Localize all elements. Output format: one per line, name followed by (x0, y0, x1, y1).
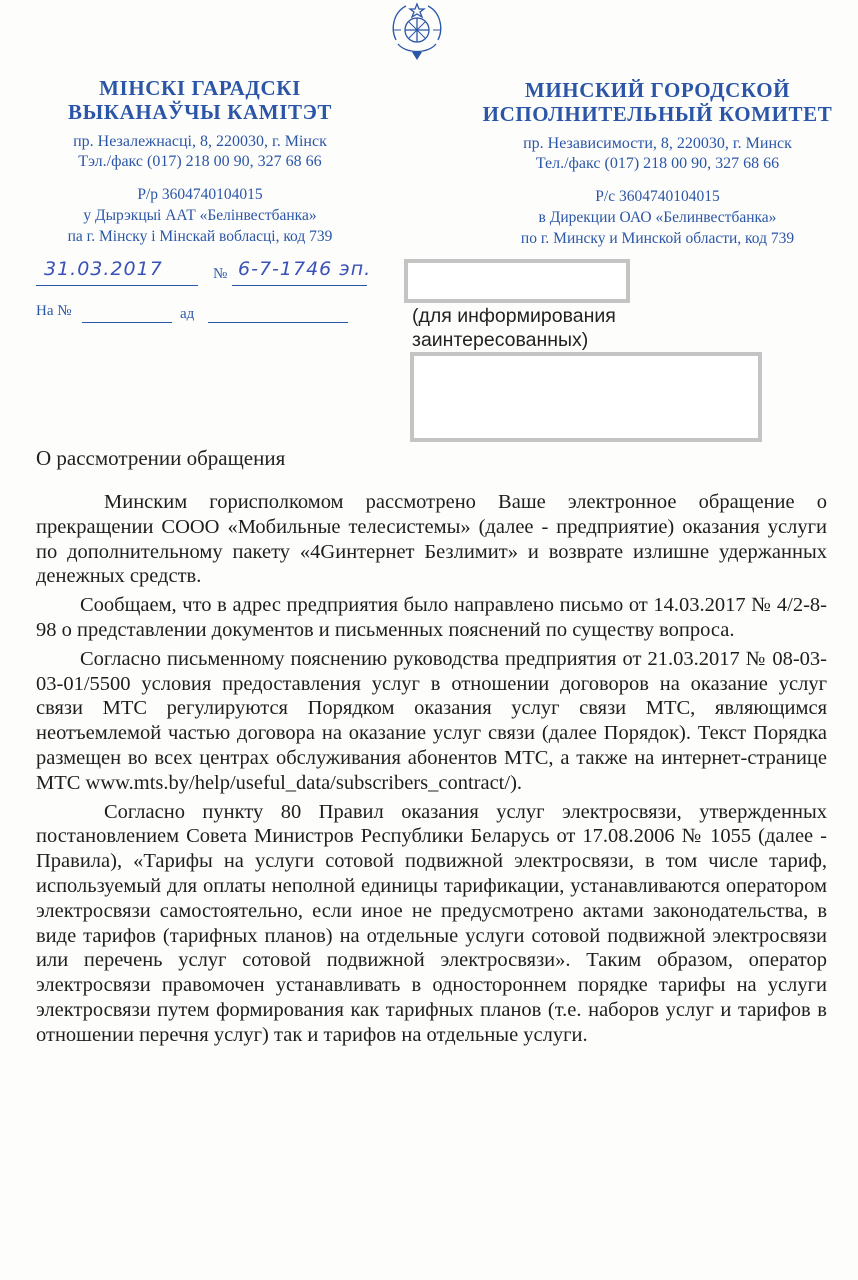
org-name-line1: МИНСКИЙ ГОРОДСКОЙ (524, 78, 791, 102)
reference-underline (82, 322, 172, 323)
org-name-line1: МІНСКІ ГАРАДСКІ (99, 76, 301, 100)
org-account: Р/р 3604740104015 (137, 186, 263, 203)
reference-date-underline (208, 322, 348, 323)
org-phone: Тел./факс (017) 218 00 90, 327 68 66 (535, 155, 780, 172)
reference-from-label: ад (180, 306, 195, 322)
org-address: пр. Незалежнасці, 8, 220030, г. Мінск (73, 133, 327, 150)
redacted-recipient-address (410, 352, 762, 442)
letterhead-belarusian (20, 76, 380, 247)
org-bank: в Дирекции ОАО «Белинвестбанка» (538, 209, 777, 226)
org-address: пр. Независимости, 8, 220030, г. Минск (523, 135, 792, 152)
org-bank-city: по г. Минску и Минской области, код 739 (520, 230, 795, 247)
letter-date: 31.03.2017 (44, 258, 163, 280)
org-name-line2: ВЫКАНАЎЧЫ КАМІТЭТ (67, 100, 333, 124)
body-paragraph: Сообщаем, что в адрес предприятия было направлено письмо от 14.03.2017 № 4/2-8-98 о представлении документов и письменных пояснений по существу вопроса. (36, 594, 827, 641)
date-underline (36, 285, 198, 286)
org-phone: Тэл./факс (017) 218 00 90, 327 68 66 (78, 153, 322, 170)
letter-number: 6-7-1746 эп. (238, 258, 372, 280)
recipient-note: (для информирования заинтересованных) (412, 305, 616, 351)
letter-subject: О рассмотрении обращения (36, 446, 286, 470)
org-bank: у Дырэкцыі ААТ «Белінвестбанка» (83, 207, 317, 224)
org-account: Р/с 3604740104015 (595, 188, 720, 205)
letterhead-russian (470, 78, 845, 249)
body-paragraph: Минским горисполкомом рассмотрено Ваше электронное обращение о прекращении СООО «Мобильные телесистемы» (далее - предприятие) оказания услуги по дополнительному пакету «4Gинтернет Безлимит» и возврате излишне удержанных денежных средств. (36, 491, 827, 588)
redacted-recipient-name (404, 259, 630, 303)
belarus-coat-of-arms-icon (388, 0, 446, 62)
letter-body (36, 490, 827, 1052)
org-bank-city: па г. Мінску і Мінскай вобласці, код 739 (67, 228, 333, 245)
body-paragraph: Согласно письменному пояснению руководства предприятия от 21.03.2017 № 08-03-03-01/5500 условия предоставления услуг в отношении договоров на оказание услуг связи МТС регулируются Порядком оказания услуг связи МТС, являющимся неотъемлемой частью договора на оказание услуг связи (далее Порядок). Текст Порядка размещен во всех центрах обслуживания абонентов МТС, а также на интернет-странице МТС www.mts.by/help/useful_data/subscribers_contract/). (36, 647, 827, 794)
reference-label: На № (36, 303, 72, 319)
number-underline (232, 285, 367, 286)
org-name-line2: ИСПОЛНИТЕЛЬНЫЙ КОМИТЕТ (482, 102, 833, 126)
number-label: № (213, 266, 228, 282)
body-paragraph: Согласно пункту 80 Правил оказания услуг электросвязи, утвержденных постановлением Совета Министров Республики Беларусь от 17.08.2006 № 1055 (далее - Правила), «Тарифы на услуги сотовой подвижной электросвязи, в том числе тариф, используемый для оплаты неполной единицы тарификации, устанавливаются оператором электросвязи самостоятельно, если иное не предусмотрено актами законодательства, в виде тарифов (тарифных планов) на отдельные услуги сотовой подвижной электросвязи или перечень услуг сотовой подвижной электросвязи». Таким образом, оператор электросвязи правомочен устанавливать в одностороннем порядке тарифы на услуги электросвязи путем формирования как тарифных планов (т.е. наборов услуг и тарифов в отношении перечня услуг) так и тарифов на отдельные услуги. (36, 800, 827, 1046)
